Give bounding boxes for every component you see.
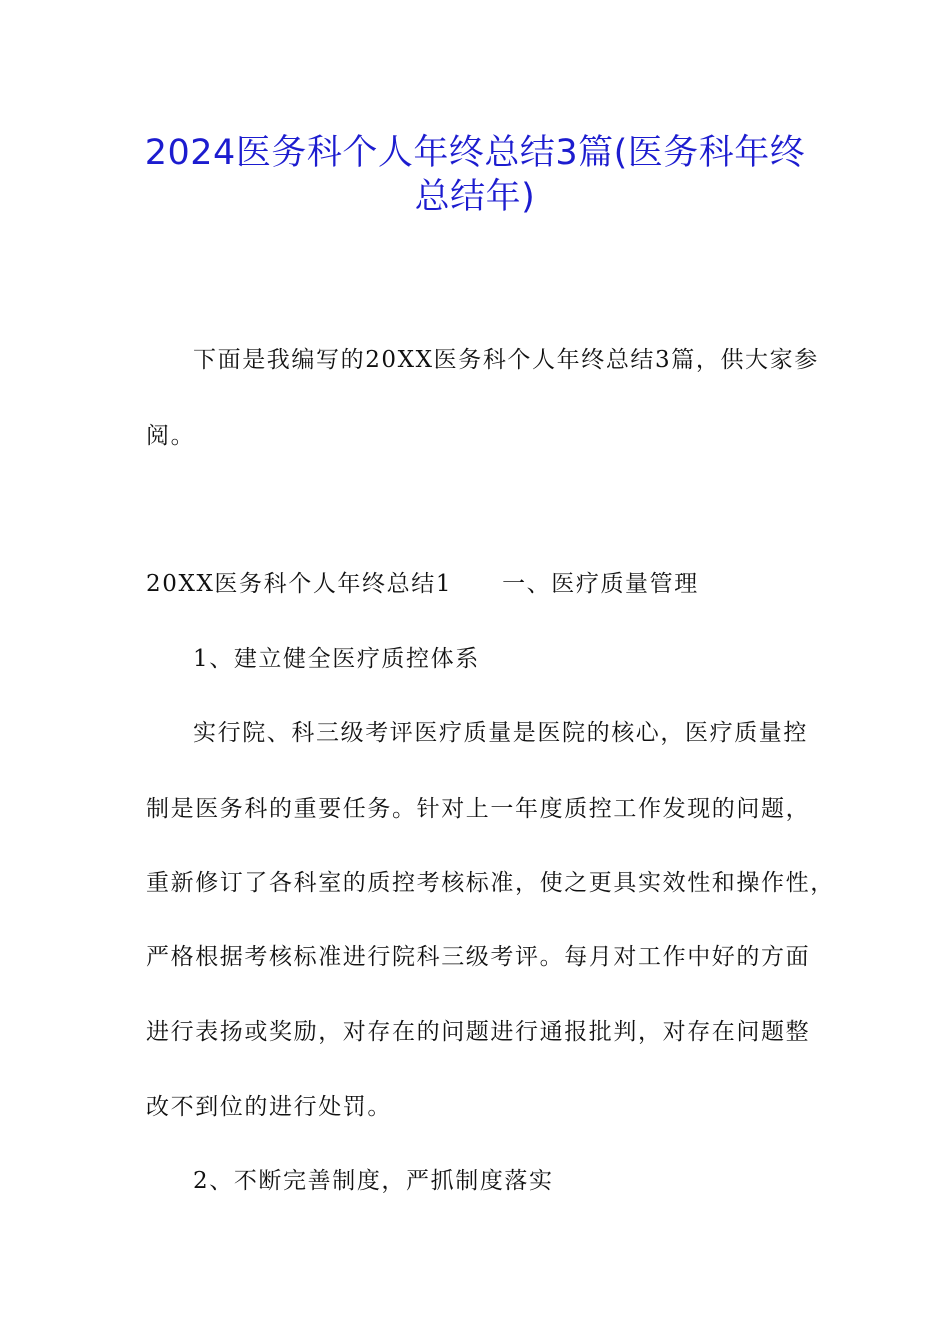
paragraph-line: 制是医务科的重要任务。针对上一年度质控工作发现的问题， bbox=[146, 796, 811, 822]
item-2-heading: 2、不断完善制度，严抓制度落实 bbox=[193, 1168, 554, 1194]
paragraph-line: 重新修订了各科室的质控考核标准，使之更具实效性和操作性， bbox=[146, 870, 835, 896]
paragraph-line: 改不到位的进行处罚。 bbox=[146, 1094, 392, 1120]
paragraph-line: 实行院、科三级考评医疗质量是医院的核心，医疗质量控 bbox=[193, 720, 808, 746]
item-1-heading: 1、建立健全医疗质控体系 bbox=[193, 646, 480, 672]
section-heading: 20XX医务科个人年终总结1 bbox=[146, 571, 453, 597]
intro-line-2: 阅。 bbox=[146, 423, 196, 449]
intro-line-1: 下面是我编写的20XX医务科个人年终总结3篇，供大家参 bbox=[193, 347, 819, 373]
document-title-line-2: 总结年) bbox=[414, 177, 536, 217]
section-heading-row bbox=[146, 573, 699, 596]
paragraph-line: 进行表扬或奖励，对存在的问题进行通报批判，对存在问题整 bbox=[146, 1019, 811, 1045]
section-subheading: 一、医疗质量管理 bbox=[502, 571, 699, 597]
document-title-line-1: 2024医务科个人年终总结3篇(医务科年终 bbox=[144, 133, 806, 173]
paragraph-line: 严格根据考核标准进行院科三级考评。每月对工作中好的方面 bbox=[146, 944, 811, 970]
